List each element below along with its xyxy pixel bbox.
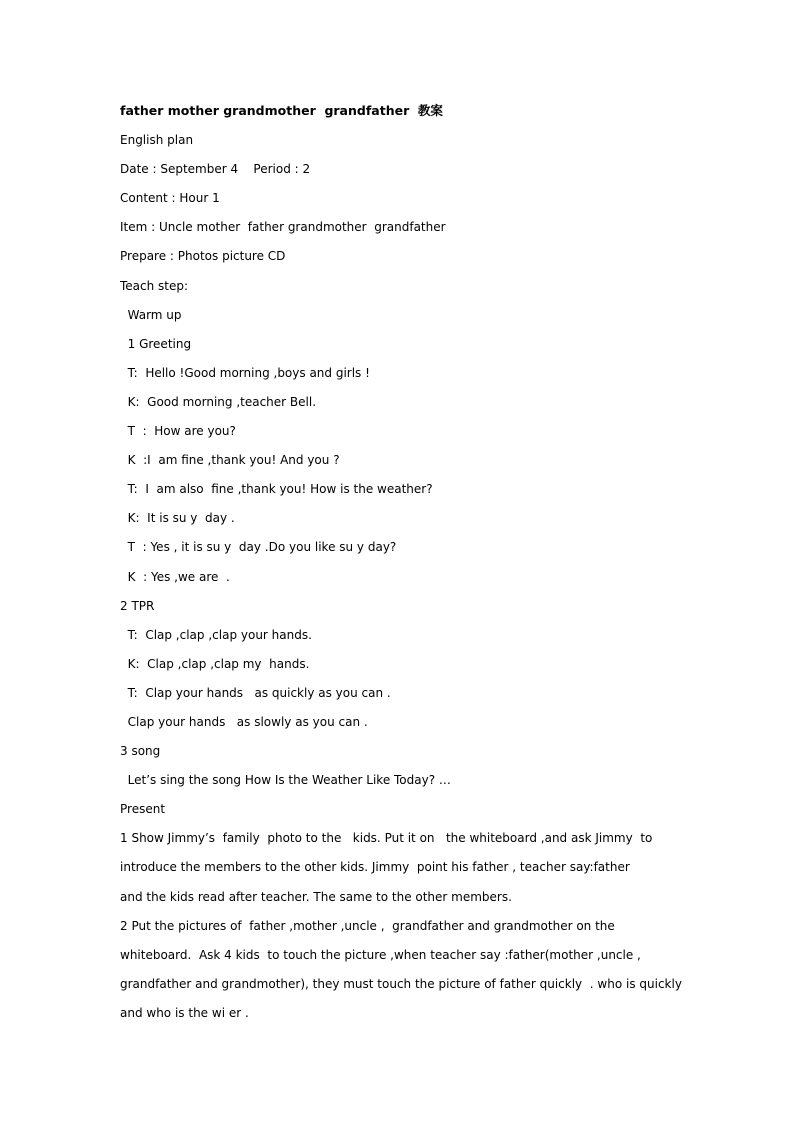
text-line: 3 song — [120, 744, 161, 759]
text-line: English plan — [120, 133, 194, 148]
text-line: 2 Put the pictures of father ,mother ,uncle , grandfather and grandmother on the — [120, 918, 615, 933]
text-line: 2 TPR — [120, 598, 155, 613]
text-line: T: Clap ,clap ,clap your hands. — [120, 627, 312, 642]
text-line: whiteboard. Ask 4 kids to touch the picture ,when teacher say :father(mother ,uncle , — [120, 947, 641, 962]
text-line: K: Good morning ,teacher Bell. — [120, 394, 317, 409]
text-line: K: It is su y day . — [120, 511, 235, 526]
text-line: Date : September 4 Period : 2 — [120, 162, 311, 177]
text-line: T: Clap your hands as quickly as you can . — [120, 685, 391, 700]
text-line: Item : Uncle mother father grandmother grandfather — [120, 220, 446, 235]
text-line: and who is the wi er . — [120, 1005, 249, 1020]
text-line: T : Yes , it is su y day .Do you like su y day? — [120, 540, 397, 555]
text-line: Prepare : Photos picture CD — [120, 249, 286, 264]
text-line: 1 Greeting — [120, 336, 192, 351]
text-line: T: I am also fine ,thank you! How is the weather? — [120, 482, 433, 497]
text-line: K : Yes ,we are . — [120, 569, 230, 584]
text-line: Content : Hour 1 — [120, 191, 220, 206]
text-line: Clap your hands as slowly as you can . — [120, 714, 368, 729]
text-line: grandfather and grandmother), they must touch the picture of father quickly . who is quickly — [120, 976, 682, 991]
text-line: K :I am fine ,thank you! And you ? — [120, 453, 340, 468]
text-line: Teach step: — [120, 278, 189, 293]
text-line: T : How are you? — [120, 424, 236, 439]
text-line: introduce the members to the other kids. Jimmy point his father , teacher say:father — [120, 860, 630, 875]
text-line: Let’s sing the song How Is the Weather Like Today? … — [120, 773, 451, 788]
text-line: K: Clap ,clap ,clap my hands. — [120, 656, 310, 671]
text-line: 1 Show Jimmy’s family photo to the kids. Put it on the whiteboard ,and ask Jimmy to — [120, 831, 653, 846]
document-body — [120, 101, 720, 1032]
text-line: Warm up — [120, 307, 182, 322]
text-line: and the kids read after teacher. The same to the other members. — [120, 889, 512, 904]
document-title: father mother grandmother grandfather 教案 — [120, 103, 443, 118]
text-line: Present — [120, 802, 166, 817]
text-line: T: Hello !Good morning ,boys and girls ! — [120, 365, 370, 380]
